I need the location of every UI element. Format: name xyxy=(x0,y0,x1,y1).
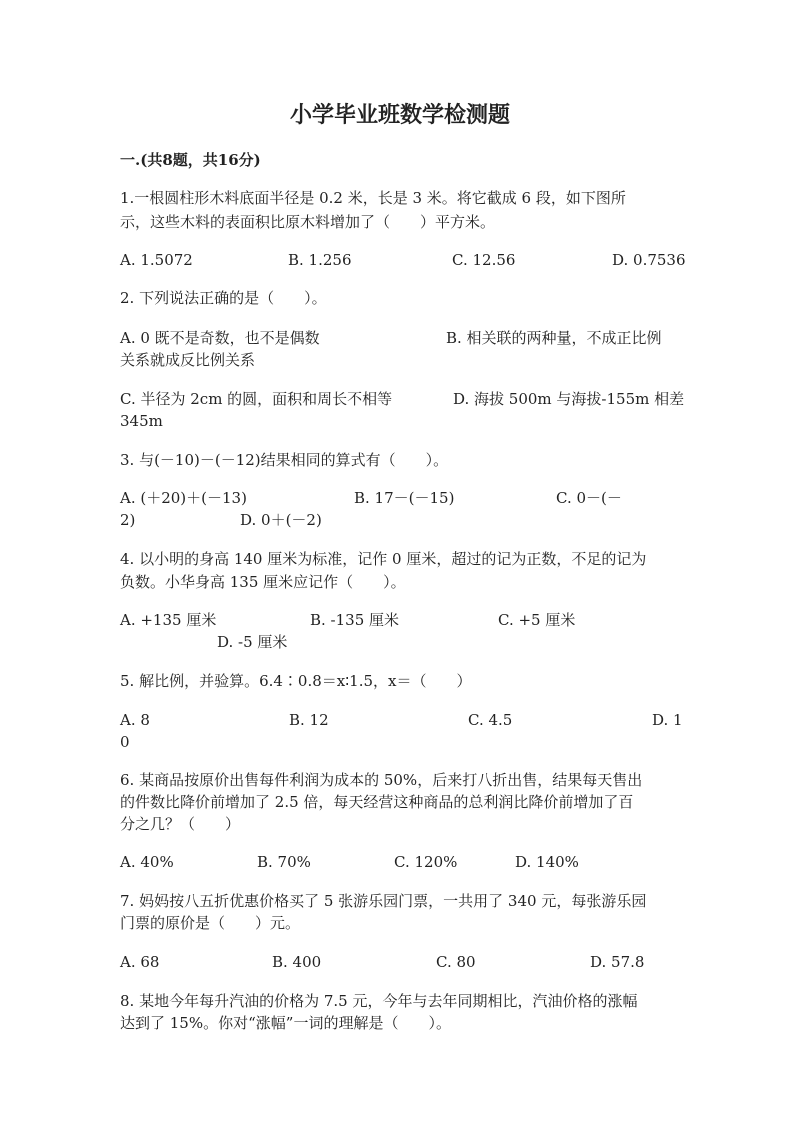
question-3-option-c: C. 0－(－ xyxy=(556,489,622,507)
question-6-option-d: D. 140% xyxy=(515,853,579,871)
question-5-option-b: B. 12 xyxy=(289,711,329,729)
question-2-option-d: D. 海拔 500m 与海拔-155m 相差 xyxy=(453,390,685,408)
question-5-option-a: A. 8 xyxy=(120,711,150,729)
question-6-stem-line-3: 分之几？（ ） xyxy=(120,815,241,833)
question-7-option-c: C. 80 xyxy=(436,953,476,971)
question-1-option-d: D. 0.7536 xyxy=(612,251,686,269)
question-3-option-c-continued: 2) xyxy=(120,511,136,529)
question-7-stem-line-1: 7. 妈妈按八五折优惠价格买了 5 张游乐园门票，一共用了 340 元，每张游乐园 xyxy=(120,892,647,910)
question-3-option-a: A. (＋20)＋(－13) xyxy=(120,489,247,507)
page-title: 小学毕业班数学检测题 xyxy=(289,102,510,128)
question-2-option-c: C. 半径为 2cm 的圆，面积和周长不相等 xyxy=(120,390,393,408)
question-7-stem-line-2: 门票的原价是（ ）元。 xyxy=(120,914,301,932)
question-3-option-d: D. 0＋(－2) xyxy=(240,511,322,529)
question-6-stem-line-2: 的件数比降价前增加了 2.5 倍，每天经营这种商品的总利润比降价前增加了百 xyxy=(120,793,634,811)
question-2-option-d-continued: 345m xyxy=(120,412,163,430)
question-4-option-c: C. +5 厘米 xyxy=(498,611,576,629)
question-8-stem-line-1: 8. 某地今年每升汽油的价格为 7.5 元，今年与去年同期相比，汽油价格的涨幅 xyxy=(120,992,638,1010)
question-1-stem-line-2: 示，这些木料的表面积比原木料增加了（ ）平方米。 xyxy=(120,213,496,231)
question-1-stem-line-1: 1.一根圆柱形木料底面半径是 0.2 米，长是 3 米。将它截成 6 段，如下图所 xyxy=(120,189,626,207)
question-5-option-d-continued: 0 xyxy=(120,733,130,751)
question-4-option-d: D. -5 厘米 xyxy=(217,633,288,651)
question-2-stem: 2. 下列说法正确的是（ ）。 xyxy=(120,289,327,307)
question-6-option-c: C. 120% xyxy=(394,853,458,871)
question-6-option-a: A. 40% xyxy=(120,853,174,871)
question-3-stem: 3. 与(－10)－(－12)结果相同的算式有（ ）。 xyxy=(120,451,449,469)
question-7-option-d: D. 57.8 xyxy=(590,953,645,971)
question-4-stem-line-1: 4. 以小明的身高 140 厘米为标准，记作 0 厘米，超过的记为正数，不足的记为 xyxy=(120,550,647,568)
question-5-option-d: D. 1 xyxy=(652,711,683,729)
question-7-option-b: B. 400 xyxy=(272,953,322,971)
question-4-option-b: B. -135 厘米 xyxy=(310,611,400,629)
question-7-option-a: A. 68 xyxy=(120,953,160,971)
question-6-stem-line-1: 6. 某商品按原价出售每件利润为成本的 50%，后来打八折出售，结果每天售出 xyxy=(120,771,643,789)
question-2-option-b: B. 相关联的两种量，不成正比例 xyxy=(446,329,662,347)
section-heading: 一.(共8题，共16分) xyxy=(120,151,261,169)
question-6-option-b: B. 70% xyxy=(257,853,311,871)
question-1-option-c: C. 12.56 xyxy=(452,251,516,269)
question-5-stem: 5. 解比例，并验算。6.4∶0.8＝x∶1.5，x＝（ ） xyxy=(120,672,472,690)
question-1-option-a: A. 1.5072 xyxy=(120,251,193,269)
question-2-option-b-continued: 关系就成反比例关系 xyxy=(120,351,256,369)
question-8-stem-line-2: 达到了 15%。你对“涨幅”一词的理解是（ ）。 xyxy=(120,1014,451,1032)
question-3-option-b: B. 17－(－15) xyxy=(354,489,455,507)
question-2-option-a: A. 0 既不是奇数，也不是偶数 xyxy=(120,329,320,347)
question-4-option-a: A. +135 厘米 xyxy=(120,611,217,629)
question-4-stem-line-2: 负数。小华身高 135 厘米应记作（ ）。 xyxy=(120,573,406,591)
question-5-option-c: C. 4.5 xyxy=(468,711,513,729)
question-1-option-b: B. 1.256 xyxy=(288,251,352,269)
